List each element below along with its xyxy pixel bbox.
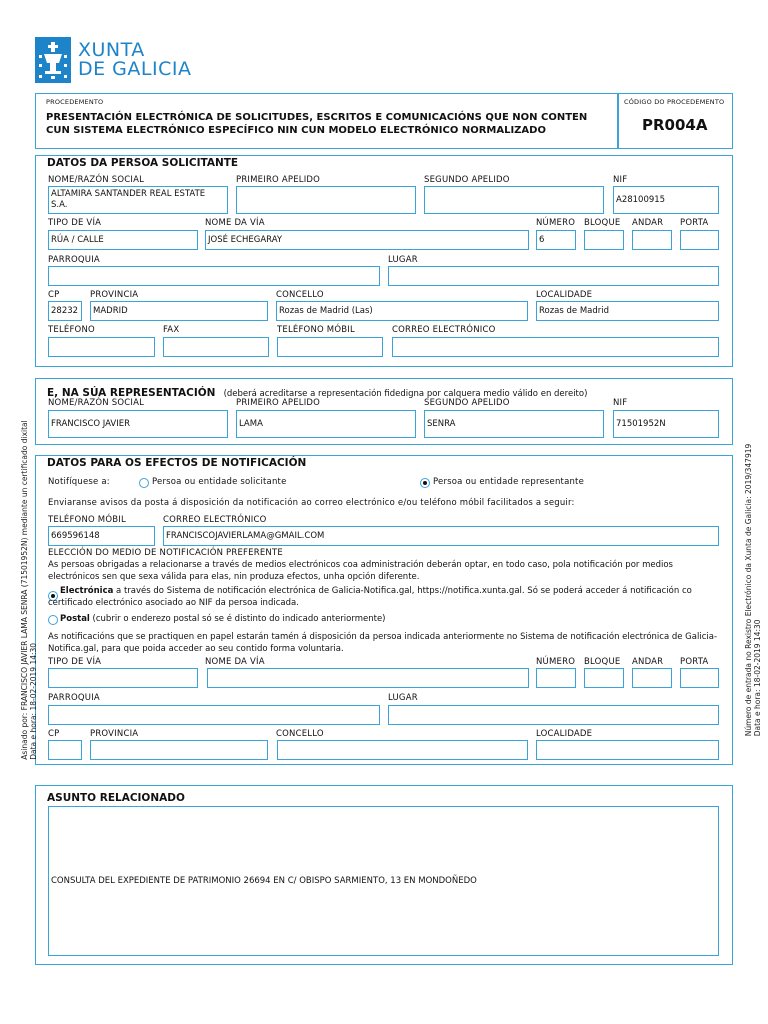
- left-margin-line2: Data e hora: 18-02-2019 14:30: [29, 642, 38, 760]
- applicant-mobile-field[interactable]: [277, 337, 383, 357]
- rep-name-label: NOME/RAZÓN SOCIAL: [48, 398, 145, 408]
- applicant-surname1-field[interactable]: [236, 186, 416, 214]
- applicant-province-label: PROVINCIA: [90, 290, 139, 300]
- applicant-parish-label: PARROQUIA: [48, 255, 100, 265]
- rep-name-field[interactable]: FRANCISCO JAVIER: [48, 410, 228, 438]
- applicant-surname1-label: PRIMEIRO APELIDO: [236, 175, 321, 185]
- logo-line1: XUNTA: [78, 39, 145, 61]
- notif-mobile-label: TELÉFONO MÓBIL: [48, 515, 126, 525]
- notif-road-type-field[interactable]: [48, 668, 198, 688]
- right-margin-note: [744, 444, 762, 737]
- applicant-road-type-label: TIPO DE VÍA: [48, 218, 102, 228]
- applicant-number-label: NÚMERO: [536, 218, 576, 228]
- applicant-road-name-field[interactable]: JOSÉ ECHEGARAY: [205, 230, 529, 250]
- applicant-number-field[interactable]: 6: [536, 230, 576, 250]
- notif-locality-field[interactable]: [536, 740, 719, 760]
- applicant-door-field[interactable]: [680, 230, 719, 250]
- notif-cp-field[interactable]: [48, 740, 82, 760]
- applicant-door-label: PORTA: [680, 218, 709, 228]
- notif-road-type-label: TIPO DE VÍA: [48, 657, 102, 667]
- procedure-code: PR004A: [642, 116, 708, 134]
- notify-label: Notifíquese a:: [48, 477, 110, 487]
- applicant-floor-field[interactable]: [632, 230, 672, 250]
- applicant-email-label: CORREO ELECTRÓNICO: [392, 325, 496, 335]
- applicant-place-field[interactable]: [388, 266, 719, 286]
- choice-label: ELECCIÓN DO MEDIO DE NOTIFICACIÓN PREFERENTE: [48, 548, 283, 558]
- notif-road-name-label: NOME DA VÍA: [205, 657, 265, 667]
- notify-applicant-radio[interactable]: [139, 478, 149, 488]
- applicant-surname2-label: SEGUNDO APELIDO: [424, 175, 510, 185]
- applicant-fax-field[interactable]: [163, 337, 269, 357]
- applicant-council-label: CONCELLO: [276, 290, 324, 300]
- postal-radio[interactable]: [48, 615, 58, 625]
- notif-floor-label: ANDAR: [632, 657, 664, 667]
- applicant-block-label: BLOQUE: [584, 218, 621, 228]
- notif-email-field[interactable]: FRANCISCOJAVIERLAMA@GMAIL.COM: [163, 526, 719, 546]
- right-margin-line2: Data e hora: 18-02-2019 14:30: [753, 619, 762, 737]
- procedure-divider: [617, 93, 619, 149]
- notif-parish-label: PARROQUIA: [48, 693, 100, 703]
- notif-number-field[interactable]: [536, 668, 576, 688]
- notif-locality-label: LOCALIDADE: [536, 729, 593, 739]
- applicant-name-label: NOME/RAZÓN SOCIAL: [48, 175, 145, 185]
- notif-road-name-field[interactable]: [207, 668, 529, 688]
- postal-bold: Postal: [60, 614, 90, 624]
- applicant-province-field[interactable]: MADRID: [90, 301, 268, 321]
- applicant-email-field[interactable]: [392, 337, 719, 357]
- notify-applicant-label: Persoa ou entidade solicitante: [152, 477, 287, 487]
- applicant-phone-label: TELÉFONO: [48, 325, 95, 335]
- applicant-parish-field[interactable]: [48, 266, 380, 286]
- notif-mobile-field[interactable]: 669596148: [48, 526, 155, 546]
- applicant-phone-field[interactable]: [48, 337, 155, 357]
- applicant-name-field[interactable]: ALTAMIRA SANTANDER REAL ESTATE S.A.: [48, 186, 228, 214]
- notification-title: DATOS PARA OS EFECTOS DE NOTIFICACIÓN: [47, 457, 307, 469]
- left-margin-line1: Asinado por: FRANCISCO JAVIER LAMA SENRA (71501952N) mediante un certificado dixital: [20, 420, 29, 760]
- notif-place-field[interactable]: [388, 705, 719, 725]
- applicant-road-type-field[interactable]: RÚA / CALLE: [48, 230, 198, 250]
- subject-field[interactable]: CONSULTA DEL EXPEDIENTE DE PATRIMONIO 26694 EN C/ OBISPO SARMIENTO, 13 EN MONDOÑEDO: [48, 806, 719, 956]
- representative-title-note: (deberá acreditarse a representación fidedigna por calquera medio válido en dereito): [223, 389, 588, 399]
- applicant-mobile-label: TELÉFONO MÓBIL: [277, 325, 355, 335]
- rep-surname2-label: SEGUNDO APELIDO: [424, 398, 510, 408]
- notif-province-label: PROVINCIA: [90, 729, 139, 739]
- postal-option: [60, 613, 386, 625]
- notif-place-label: LUGAR: [388, 693, 418, 703]
- rep-surname1-field[interactable]: LAMA: [236, 410, 416, 438]
- left-margin-note: [20, 420, 38, 760]
- notif-block-label: BLOQUE: [584, 657, 621, 667]
- postal-text: (cubrir o enderezo postal só se é distinto do indicado anteriormente): [89, 614, 386, 624]
- representative-title: E, NA SÚA REPRESENTACIÓN: [47, 387, 216, 399]
- notif-parish-field[interactable]: [48, 705, 380, 725]
- procedure-label: PROCEDEMENTO: [46, 98, 104, 106]
- subject-title: ASUNTO RELACIONADO: [47, 792, 185, 804]
- rep-nif-label: NIF: [613, 398, 628, 408]
- notif-block-field[interactable]: [584, 668, 624, 688]
- rep-surname1-label: PRIMEIRO APELIDO: [236, 398, 321, 408]
- choice-text: As persoas obrigadas a relacionarse a través de medios electrónicos coa administración deberán optar, en todo caso, pola notificación por medios electrónicos sen que sexa válida para elas, nin produza efectos, unha opción diferente.: [48, 560, 673, 582]
- notif-floor-field[interactable]: [632, 668, 672, 688]
- notif-province-field[interactable]: [90, 740, 268, 760]
- electronic-option: [48, 585, 720, 609]
- notif-council-field[interactable]: [277, 740, 528, 760]
- notif-door-field[interactable]: [680, 668, 719, 688]
- applicant-cp-field[interactable]: 28232: [48, 301, 82, 321]
- applicant-road-name-label: NOME DA VÍA: [205, 218, 265, 228]
- notif-council-label: CONCELLO: [276, 729, 324, 739]
- applicant-cp-label: CP: [48, 290, 60, 300]
- paper-text: As notificacións que se practiquen en papel estarán tamén á disposición da persoa indicada anteriormente no Sistema de notificación electrónica de Galicia-Notifica.gal, para que poida acceder ao seu contido forma voluntaria.: [48, 632, 718, 654]
- xunta-logo: [35, 37, 195, 83]
- rep-surname2-field[interactable]: SENRA: [424, 410, 604, 438]
- applicant-locality-field[interactable]: Rozas de Madrid: [536, 301, 719, 321]
- applicant-surname2-field[interactable]: [424, 186, 604, 214]
- applicant-block-field[interactable]: [584, 230, 624, 250]
- procedure-title: PRESENTACIÓN ELECTRÓNICA DE SOLICITUDES, ESCRITOS E COMUNICACIÓNS QUE NON CONTEN CUN SISTEMA ELECTRÓNICO ESPECÍFICO NIN CUN MODELO ELECTRÓNICO NORMALIZADO: [46, 112, 588, 136]
- applicant-fax-label: FAX: [163, 325, 180, 335]
- applicant-nif-label: NIF: [613, 175, 628, 185]
- applicant-council-field[interactable]: Rozas de Madrid (Las): [276, 301, 528, 321]
- rep-nif-field[interactable]: 71501952N: [613, 410, 719, 438]
- notif-number-label: NÚMERO: [536, 657, 576, 667]
- logo-line2: DE GALICIA: [78, 58, 192, 80]
- right-margin-line1: Número de entrada no Rexistro Electrónico da Xunta de Galicia: 2019/347919: [744, 443, 753, 737]
- electronic-text: a través do Sistema de notificación electrónica de Galicia-Notifica.gal, https://notifica.xunta.gal. Só se poderá acceder á notificación co certificado electrónico asociado ao NIF da persoa indicada.: [48, 586, 692, 608]
- procedure-code-label: CÓDIGO DO PROCEDEMENTO: [624, 98, 725, 106]
- applicant-nif-field[interactable]: A28100915: [613, 186, 719, 214]
- notice-text: Enviaranse avisos da posta á disposición da notificación ao correo electrónico e/ou teléfono móbil facilitados a seguir:: [48, 498, 575, 508]
- notify-representative-label: Persoa ou entidade representante: [433, 477, 585, 487]
- notify-representative-radio[interactable]: [420, 478, 430, 488]
- applicant-place-label: LUGAR: [388, 255, 418, 265]
- notif-door-label: PORTA: [680, 657, 709, 667]
- notif-cp-label: CP: [48, 729, 60, 739]
- applicant-title: DATOS DA PERSOA SOLICITANTE: [47, 157, 239, 169]
- galicia-emblem-icon: [35, 37, 71, 83]
- applicant-locality-label: LOCALIDADE: [536, 290, 593, 300]
- notif-email-label: CORREO ELECTRÓNICO: [163, 515, 267, 525]
- electronic-bold: Electrónica: [60, 586, 114, 596]
- applicant-floor-label: ANDAR: [632, 218, 664, 228]
